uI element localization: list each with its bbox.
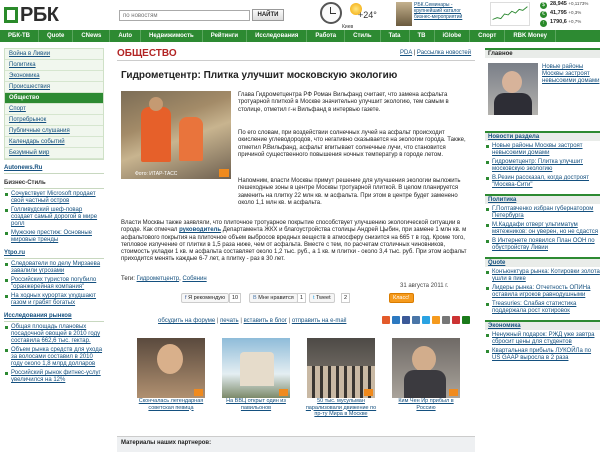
photo-caption: Фото: ИТАР-ТАСС — [135, 171, 178, 177]
list-item[interactable]: Российских туристов погубило "оранжерейная компания" — [4, 277, 104, 291]
print-link[interactable]: печать — [220, 318, 239, 324]
facebook-icon: f — [185, 295, 187, 301]
share-label: Я рекомендую — [188, 295, 226, 301]
nav-item[interactable]: iGlobe — [435, 30, 471, 42]
thumb-face — [157, 344, 183, 374]
twitter-share-icon[interactable] — [422, 316, 430, 324]
quote-value: 1790,6 — [550, 19, 567, 25]
nav-item[interactable]: Работа — [307, 30, 345, 42]
person-body — [494, 93, 532, 115]
logo-icon — [4, 7, 18, 23]
tags-label: Теги: — [121, 276, 135, 282]
list-item[interactable]: Объем рынка средств для ухода за волосами составил в 2010 году около 1,8 млрд долларов — [4, 347, 104, 368]
nav-item[interactable]: Quote — [39, 30, 73, 42]
section-news-title[interactable]: Новости раздела — [485, 131, 600, 141]
forum-link[interactable]: обсудить на форуме — [158, 318, 216, 324]
rubric-item[interactable]: Публичные слушания — [5, 126, 103, 137]
thumb-face — [412, 346, 436, 372]
rubric-item[interactable]: Спорт — [5, 104, 103, 115]
share-count: 2 — [341, 293, 350, 303]
rubric-item[interactable]: Экономика — [5, 71, 103, 82]
section-news-box — [485, 131, 600, 189]
research-block — [4, 312, 104, 384]
official-link[interactable]: руководитель — [179, 227, 222, 234]
thumb-body — [404, 370, 446, 398]
nav-item[interactable]: РБК-ТВ — [0, 30, 39, 42]
list-item[interactable]: Следователи по делу Мирзаева завалили угрозами — [4, 261, 104, 275]
quote-delta: +0,1173% — [568, 1, 589, 6]
like-button[interactable] — [249, 293, 298, 303]
news-item[interactable]: М.Каддафи отверг ультиматум мятежников: он уверен, но не сдастся — [485, 222, 600, 236]
clock-icon — [320, 2, 342, 24]
search-input[interactable] — [119, 10, 250, 21]
promo-image — [396, 2, 412, 26]
article-tags: Теги: Гидрометцентр, Собянин — [121, 276, 207, 282]
section-title: ОБЩЕСТВО — [117, 48, 475, 61]
left-sidebar — [4, 48, 104, 389]
main-news-title: Главное — [485, 48, 600, 58]
main-news-lead[interactable]: Новые районы Москвы застроят невысокими домами — [542, 64, 600, 84]
odnoklassniki-class-button[interactable] — [389, 293, 414, 303]
bookmark-icon[interactable] — [442, 316, 450, 324]
quote-delta: +0,3% — [568, 10, 582, 15]
nav-item[interactable]: Auto — [110, 30, 141, 42]
thumb-caption[interactable]: На ВВЦ открыт один из павильонов — [226, 398, 286, 411]
news-item[interactable]: Квартальная прибыль ЛУКОЙЛа по US GAAP выросла в 2 раза — [485, 348, 600, 362]
rubric-item-active[interactable]: Общество — [5, 93, 103, 104]
rubric-item[interactable]: Война в Ливии — [5, 49, 103, 60]
recommend-button[interactable] — [181, 293, 229, 303]
share-bar — [121, 293, 473, 305]
section-tools: PDA | Рассылка новостей — [400, 50, 472, 56]
rubric-item[interactable]: Потребрынок — [5, 115, 103, 126]
facebook-share-icon[interactable] — [402, 316, 410, 324]
thumb-caption[interactable]: Ким Чен Ир прибыл в Россию — [398, 398, 454, 411]
yandex-share-icon[interactable] — [462, 316, 470, 324]
quote-value: 41,795 — [550, 10, 567, 16]
promo-text[interactable]: РБК.Семинары - крупнейший каталог бизнес-мероприятий — [414, 2, 463, 20]
share-label: Класс! — [393, 295, 410, 301]
article-tools: обсудить на форуме | печать | вставить в блог | отправить на e-mail — [158, 318, 347, 324]
currency-quotes — [540, 1, 600, 28]
list-item[interactable]: Общая площадь плановых посадочной овощей в 2010 году составила 662,6 тыс. гектар. — [4, 324, 104, 345]
news-item[interactable]: Г.Полтавченко избран губернатором Петербурга — [485, 206, 600, 220]
seminars-promo[interactable] — [396, 2, 464, 28]
thumb-image[interactable] — [392, 338, 460, 398]
rubric-item[interactable]: Безумный мир — [5, 148, 103, 159]
rubric-menu — [4, 48, 104, 160]
news-item[interactable]: Конъюнктура рынка: Котировки золота ушли в пике — [485, 269, 600, 283]
worker-figure — [141, 107, 171, 162]
economy-box — [485, 320, 600, 362]
news-item[interactable]: Лидеры рынка: Отчетность ОПИНа оставила игроков равнодушными — [485, 285, 600, 299]
share-label: Tweet — [315, 295, 331, 301]
market-chart-icon[interactable] — [490, 2, 530, 26]
article-headline: Гидрометцентр: Плитка улучшит московскую экологию — [121, 70, 398, 81]
rbc-logo[interactable] — [4, 4, 58, 27]
vk-icon: В — [253, 295, 257, 301]
tweet-button[interactable] — [309, 293, 335, 303]
news-item[interactable]: Гидрометцентр: Плитка улучшит московскую экологию — [485, 159, 600, 173]
economy-title[interactable]: Экономика — [485, 320, 600, 330]
article-paragraph: По его словам, при воздействии солнечных лучей на асфальт происходит окисление углеводородов, что негативно сказывается на экологии города. Также, отметил Р.Вильфанд, асфальт впитывает солнечные лучи, что становится причиной существенного повышения ночных температур в городе летом. — [238, 130, 466, 158]
article-paragraph: Глава Гидрометцентра РФ Роман Вильфанд считает, что замена асфальта тротуарной плиткой в Москве значительно улучшит экологию, тем самым в столице, отметил г-н Вильфанд в интервью газете. — [238, 92, 449, 113]
blog-link[interactable]: вставить в блог — [243, 318, 287, 324]
quote-eur[interactable] — [540, 10, 600, 19]
weather-city[interactable]: Киев — [342, 24, 354, 30]
business-style-title[interactable]: Бизнес-Стиль — [4, 179, 104, 189]
nav-item[interactable]: CNews — [73, 30, 110, 42]
paragraph-text: Департамента ЖКХ и благоустройства столицы Андрей Цыбин, при замене 1 млн кв. м асфальтового покрытия на плиточное объем выбросов вредных веществ в атмосферу снизится на 665 т в год. Кроме того, тепловое излучение от плитки в 1,5 раза ниже, чем от асфальта. Вместе с тем, по расчетам столичных чиновников, стоимость укладки 1 кв. м асфальта составляет около 1,2 тыс. руб., а 1 кв. м плитки - около 3,4 тыс. руб. При этом асфальт приходится менять каждые 6-7 лет, а плитку - раз в 30 лет. — [121, 227, 467, 263]
rubric-item[interactable]: Происшествия — [5, 82, 103, 93]
arrow-up-icon: ↑ — [540, 20, 547, 27]
google-share-icon[interactable] — [452, 316, 460, 324]
main-news-photo[interactable] — [488, 63, 538, 115]
news-item[interactable]: В.Резин рассказал, когда достроят "Москва-Сити" — [485, 175, 600, 189]
thumb-caption[interactable]: Скончалась легендарная советская певица — [138, 398, 204, 411]
politics-title[interactable]: Политика — [485, 194, 600, 204]
share-count: 1 — [297, 293, 306, 303]
nav-item[interactable]: Рейтинги — [203, 30, 247, 42]
rubric-item[interactable]: Календарь событий — [5, 137, 103, 148]
article-date: 31 августа 2011 г. — [400, 283, 449, 289]
politics-box — [485, 194, 600, 252]
logo-text: РБК — [20, 4, 59, 26]
article-photo[interactable] — [121, 91, 231, 179]
worker-head — [149, 97, 163, 111]
quote-value: 28,945 — [550, 1, 567, 7]
partners-heading: Материалы наших партнеров: — [117, 436, 475, 452]
quote-index[interactable] — [540, 19, 600, 28]
thumb-pavilion — [240, 352, 274, 386]
quote-box — [485, 257, 600, 315]
weather-temperature[interactable]: +24° — [358, 10, 377, 20]
site-header — [0, 0, 600, 30]
list-item[interactable]: Сочувствует Microsoft продает свой частный остров — [4, 191, 104, 205]
nav-item[interactable]: Tata — [381, 30, 410, 42]
thumb-image[interactable] — [137, 338, 205, 398]
vk-share-icon[interactable] — [412, 316, 420, 324]
person-face — [502, 71, 522, 93]
article-paragraph — [121, 220, 473, 264]
ytpo-block — [4, 249, 104, 307]
thumb-image[interactable] — [222, 338, 290, 398]
thumb-caption[interactable]: 50 тыс. мусульман парализовали движение по пр-ту Мира в Москве — [305, 398, 377, 417]
share-label: Мне нравится — [258, 295, 294, 301]
search-button[interactable]: НАЙТИ — [252, 9, 284, 21]
euro-icon: € — [540, 11, 547, 18]
dollar-icon: $ — [540, 2, 547, 9]
quote-usd[interactable] — [540, 1, 600, 10]
play-icon[interactable] — [449, 389, 458, 396]
email-link[interactable]: отправить на e-mail — [291, 318, 347, 324]
autonews-block — [4, 164, 104, 174]
thumb-image[interactable] — [307, 338, 375, 398]
rubric-item[interactable]: Политика — [5, 60, 103, 71]
worker-figure — [179, 117, 203, 161]
newsletter-link[interactable]: Рассылка новостей — [416, 50, 472, 56]
quote-delta: +0,7% — [568, 19, 582, 24]
play-icon[interactable] — [194, 389, 203, 396]
pda-link[interactable]: PDA — [400, 50, 413, 56]
twitter-icon: t — [313, 295, 315, 301]
autonews-title[interactable]: Autonews.Ru — [4, 164, 104, 174]
article-paragraph: Напомним, власти Москвы примут решение для улучшения экологии выложить пешеходные зоны в центре Москвы тротуарной плиткой. В целом планируется заменить на плитку 22 млн кв. м асфальта. При этом в центре будет заменено около 1,1 млн кв. м асфальта. — [238, 178, 461, 206]
paragraph-text: Власти Москвы также заявляли, что плиточное тротуарное покрытие способствует улучшению экологической ситуации в городе. Как отмечал — [121, 220, 461, 234]
nav-item[interactable]: TB — [410, 30, 435, 42]
list-item[interactable]: Мужские престиж: Основные мировые тренды — [4, 230, 104, 244]
research-title[interactable]: Исследования рынков — [4, 312, 104, 322]
news-item[interactable]: Treasuries: Слабая статистика поддержала рост котировок — [485, 301, 600, 315]
quote-title[interactable]: Quote — [485, 257, 600, 267]
news-item[interactable]: В Интернете появился План ООН по обустройству Ливии — [485, 238, 600, 252]
ok-share-icon[interactable] — [432, 316, 440, 324]
ytpo-title[interactable]: Ytpo.ru — [4, 249, 104, 259]
list-item[interactable]: Голливудский шеф-повар создает самый дорогой в мире ролл — [4, 207, 104, 228]
nav-item[interactable]: Недвижимость — [141, 30, 203, 42]
nav-item[interactable]: RBK Money — [505, 30, 556, 42]
play-icon[interactable] — [219, 169, 229, 177]
play-icon[interactable] — [279, 389, 288, 396]
nav-item[interactable]: Исследования — [247, 30, 307, 42]
news-item[interactable]: Новые районы Москвы застроят невысокими домами — [485, 143, 600, 157]
nav-item[interactable]: Спорт — [470, 30, 505, 42]
play-icon[interactable] — [364, 389, 373, 396]
moimir-icon[interactable] — [392, 316, 400, 324]
tag-link[interactable]: Гидрометцентр — [136, 276, 180, 282]
list-item[interactable]: Российский рынок фитнес-услуг увеличился на 12% — [4, 370, 104, 384]
business-style-block — [4, 179, 104, 244]
nav-item[interactable]: Стиль — [345, 30, 380, 42]
share-count: 10 — [229, 293, 241, 303]
news-item[interactable]: Ненужный подарок: РЖД уже завтра сбросит цены для студентов — [485, 332, 600, 346]
top-navigation — [0, 30, 600, 42]
livejournal-icon[interactable] — [382, 316, 390, 324]
tag-link[interactable]: Собянин — [182, 276, 207, 282]
list-item[interactable]: На ходных курортах ухудшают газом и грабят богатых — [4, 293, 104, 307]
social-icons — [382, 316, 477, 326]
